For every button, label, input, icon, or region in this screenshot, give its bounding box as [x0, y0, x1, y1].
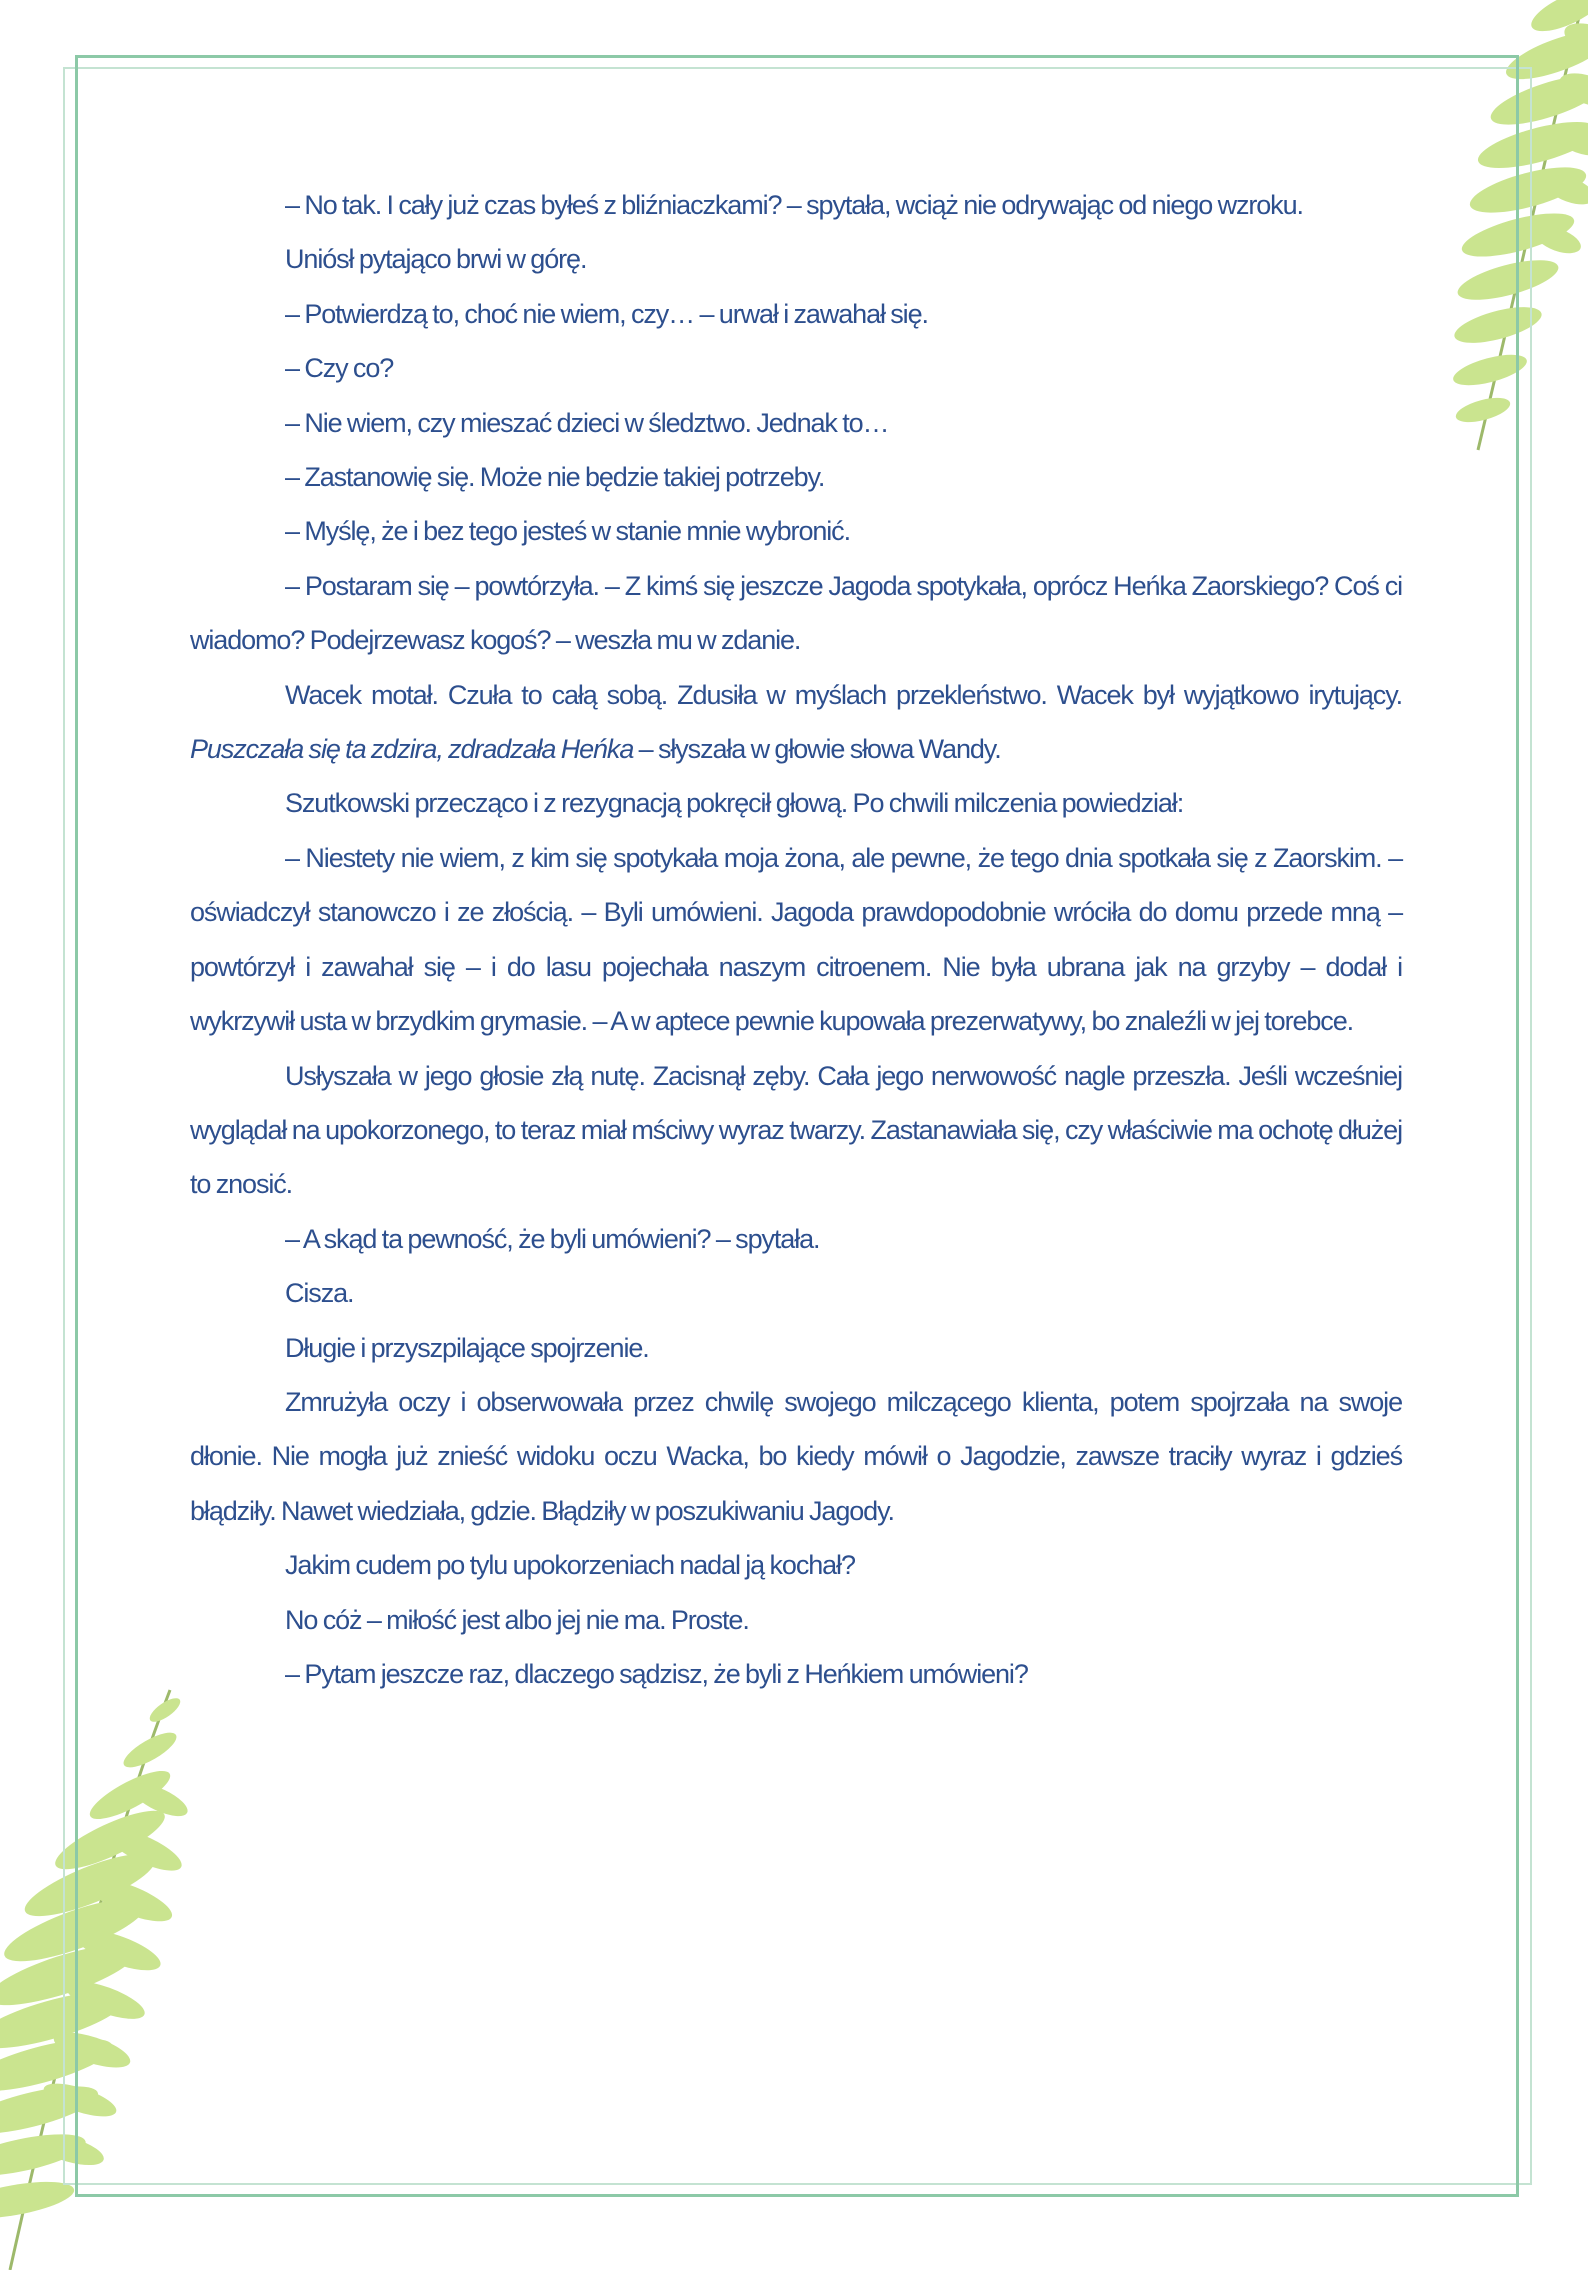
paragraph: – Pytam jeszcze raz, dlaczego sądzisz, że byli z Heńkiem umówieni?	[285, 1658, 1028, 1689]
paragraph: – Myślę, że i bez tego jesteś w stanie mnie wybronić.	[285, 516, 850, 547]
paragraph: Cisza.	[285, 1278, 354, 1309]
paragraph: – Niestety nie wiem, z kim się spotykała moja żona, ale pewne, że tego dnia spotkała się z Zaorskim. – oświadczył stanowczo i ze złością. – Byli umówieni. Jagoda prawdopodobnie wróciła do domu przede mną – powtórzył i zawahał się – i do lasu pojechała naszym citroenem. Nie była ubrana jak na grzyby – dodał i wykrzywił usta w brzydkim grymasie. – A w aptece pewnie kupowała prezerwatywy, bo znaleźli w jej torebce.	[190, 842, 1402, 1037]
paragraph: – Postaram się – powtórzyła. – Z kimś się jeszcze Jagoda spotykała, oprócz Heńka Zaorskiego? Coś ci wiadomo? Podejrzewasz kogoś? – weszła mu w zdanie.	[190, 570, 1402, 656]
paragraph: No cóż – miłość jest albo jej nie ma. Proste.	[285, 1604, 749, 1635]
paragraph: Długie i przyszpilające spojrzenie.	[285, 1332, 649, 1363]
italic-quote: Puszczała się ta zdzira, zdradzała Heńka	[190, 734, 634, 765]
paragraph: Jakim cudem po tylu upokorzeniach nadal ją kochał?	[285, 1550, 855, 1581]
paragraph-text: Wacek motał. Czuła to całą sobą. Zdusiła w myślach przekleństwo. Wacek był wyjątkowo irytujący.	[285, 679, 1402, 710]
fern-leaf-icon	[0, 1670, 230, 2270]
paragraph: – Czy co?	[285, 353, 394, 384]
paragraph: Szutkowski przecząco i z rezygnacją pokręcił głową. Po chwili milczenia powiedział:	[285, 788, 1184, 819]
paragraph: – A skąd ta pewność, że byli umówieni? – spytała.	[285, 1223, 820, 1254]
fern-leaf-icon	[1408, 0, 1588, 480]
paragraph-text: – słyszała w głowie słowa Wandy.	[633, 734, 1001, 765]
paragraph: Uniósł pytająco brwi w górę.	[285, 244, 587, 275]
paragraph: – No tak. I cały już czas byłeś z bliźniaczkami? – spytała, wciąż nie odrywając od niego wzroku.	[285, 190, 1303, 220]
paragraph: Usłyszała w jego głosie złą nutę. Zacisnął zęby. Cała jego nerwowość nagle przeszła. Jeśli wcześniej wyglądał na upokorzonego, to teraz miał mściwy wyraz twarzy. Zastanawiała się, czy właściwie ma ochotę dłużej to znosić.	[190, 1060, 1402, 1200]
body-text	[190, 178, 1402, 1701]
paragraph: – Potwierdzą to, choć nie wiem, czy… – urwał i zawahał się.	[285, 298, 928, 329]
paragraph	[190, 668, 1402, 777]
paragraph: – Zastanowię się. Może nie będzie takiej potrzeby.	[285, 462, 825, 493]
paragraph: Zmrużyła oczy i obserwowała przez chwilę swojego milczącego klienta, potem spojrzała na swoje dłonie. Nie mogła już znieść widoku oczu Wacka, bo kiedy mówił o Jagodzie, zawsze traciły wyraz i gdzieś błądziły. Nawet wiedziała, gdzie. Błądziły w poszukiwaniu Jagody.	[190, 1386, 1402, 1526]
paragraph: – Nie wiem, czy mieszać dzieci w śledztwo. Jednak to…	[285, 407, 889, 438]
